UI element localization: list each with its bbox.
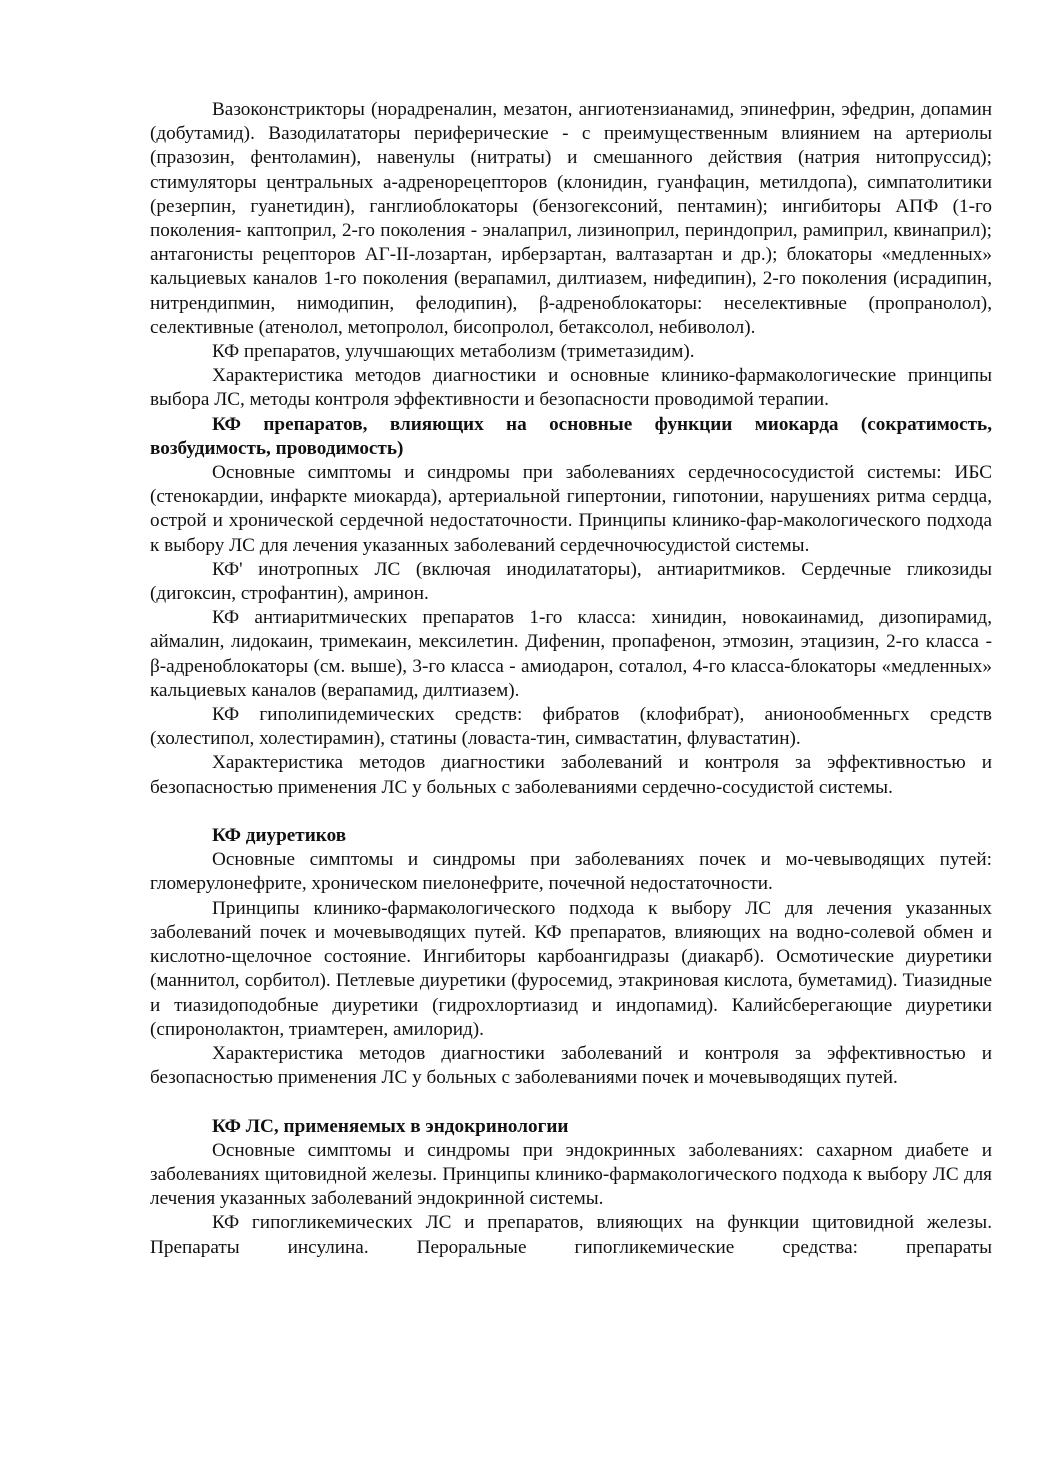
paragraph-kidney-diagnostics: Характеристика методов диагностики заболеваний и контроля за эффективностью и безопасностью применения ЛС у больных с заболеваниями почек и мочевыводящих путей. — [150, 1042, 992, 1089]
paragraph-metabolism-drugs: КФ препаратов, улучшающих метаболизм (триметазидим). — [212, 341, 695, 363]
paragraph-antiarrhythmics: КФ антиаритмических препаратов 1-го класса: хинидин, новокаинамид, дизопирамид, аймалин, лидокаин, тримекаин, мексилетин. Дифенин, пропафенон, этмозин, этацизин, 2-го класса - β-адреноблокаторы (см. выше), 3-го класса - амиодарон, соталол, 4-го класса-блокаторы «медленных» кальциевых каналов (верапамид, дилтиазем). — [150, 607, 992, 701]
paragraph-vasoactive-drugs: Вазоконстрикторы (норадреналин, мезатон, ангиотензианамид, эпинефрин, эфедрин, допамин (добутамид). Вазодилататоры периферические - с преимущественным влиянием на артериолы (празозин, фентоламин), навенулы (нитраты) и смешанного действия (натрия нитопруссид); стимуляторы центральных а-адренорецепторов (клонидин, гуанфацин, метилдопа), симпатолитики (резерпин, гуанетидин), ганглиоблокаторы (бензогексоний, пентамин); ингибиторы АПФ (1-го поколения- каптоприл, 2-го поколения - эналаприл, лизиноприл, периндоприл, рамиприл, квинаприл); антагонисты рецепторов АГ-II-лозартан, ирберзартан, валтазартан и др.); блокаторы «медленных» кальциевых каналов 1-го поколения (верапамил, дилтиазем, нифедипин), 2-го поколения (исрадипин, нитрендипмин, нимодипин, фелодипин), β-адреноблокаторы: неселективные (пропранолол), селективные (атенолол, метопролол, бисопролол, бетаксолол, небиволол). — [150, 99, 992, 338]
section-spacer — [150, 1090, 992, 1114]
section-spacer — [150, 800, 992, 824]
heading-myocardium-drugs: КФ препаратов, влияющих на основные функции миокарда (сократимость, возбудимость, проводимость) — [150, 413, 992, 459]
paragraph-cardiovascular-symptoms: Основные симптомы и синдромы при заболеваниях сердечнососудистой системы: ИБС (стенокардии, инфаркте миокарда), артериальной гипертонии, гипотонии, нарушениях ритма сердца, острой и хронической сердечной недостаточности. Принципы клинико-фар-макологического подхода к выбору ЛС для лечения указанных заболеваний сердечночюсудистой системы. — [150, 462, 992, 556]
paragraph-diagnostics-principles: Характеристика методов диагностики и основные клинико-фармакологические принципы выбора ЛС, методы контроля эффективности и безопасности проводимой терапии. — [150, 365, 992, 411]
paragraph-hypolipidemic: КФ гиполипидемических средств: фибратов (клофибрат), анионообменньгх средств (холестипол, холестирамин), статины (ловаста-тин, симвастатин, флувастатин). — [150, 704, 992, 750]
paragraph-inotropic-drugs: КФ' инотропных ЛС (включая инодилататоры), антиаритмиков. Сердечные гликозиды (дигоксин, строфантин), амринон. — [150, 558, 992, 605]
heading-endocrinology: КФ ЛС, применяемых в эндокринологии — [212, 1115, 569, 1137]
heading-diuretics: КФ диуретиков — [212, 825, 347, 847]
paragraph-endocrine-symptoms: Основные симптомы и синдромы при эндокринных заболеваниях: сахарном диабете и заболеваниях щитовидной железы. Принципы клинико-фармакологического подхода к выбору ЛС для лечения указанных заболеваний эндокринной системы. — [150, 1139, 992, 1210]
paragraph-diuretic-principles: Принципы клинико-фармакологического подхода к выбору ЛС для лечения указанных заболеваний почек и мочевыводящих путей. КФ препаратов, влияющих на водно-солевой обмен и кислотно-щелочное состояние. Ингибиторы карбоангидразы (диакарб). Осмотические диуретики (маннитол, сорбитол). Петлевые диуретики (фуросемид, этакриновая кислота, буметамид). Тиазидные и тиазидоподобные диуретики (гидрохлортиазид и индопамид). Калийсберегающие диуретики (спиронолактон, триамтерен, амилорид). — [150, 897, 992, 1040]
document-page — [150, 98, 992, 1260]
paragraph-kidney-symptoms: Основные симптомы и синдромы при заболеваниях почек и мо-чевыводящих путей: гломерулонефрите, хроническом пиелонефрите, почечной недостаточности. — [150, 849, 992, 895]
paragraph-cardiovascular-diagnostics: Характеристика методов диагностики заболеваний и контроля за эффективностью и безопасностью применения ЛС у больных с заболеваниями сердечно-сосудистой системы. — [150, 752, 992, 798]
paragraph-hypoglycemic-drugs: КФ гипогликемических ЛС и препаратов, влияющих на функции щитовидной железы. Препараты инсулина. Пероральные гипогликемические средства: препараты — [150, 1212, 992, 1258]
